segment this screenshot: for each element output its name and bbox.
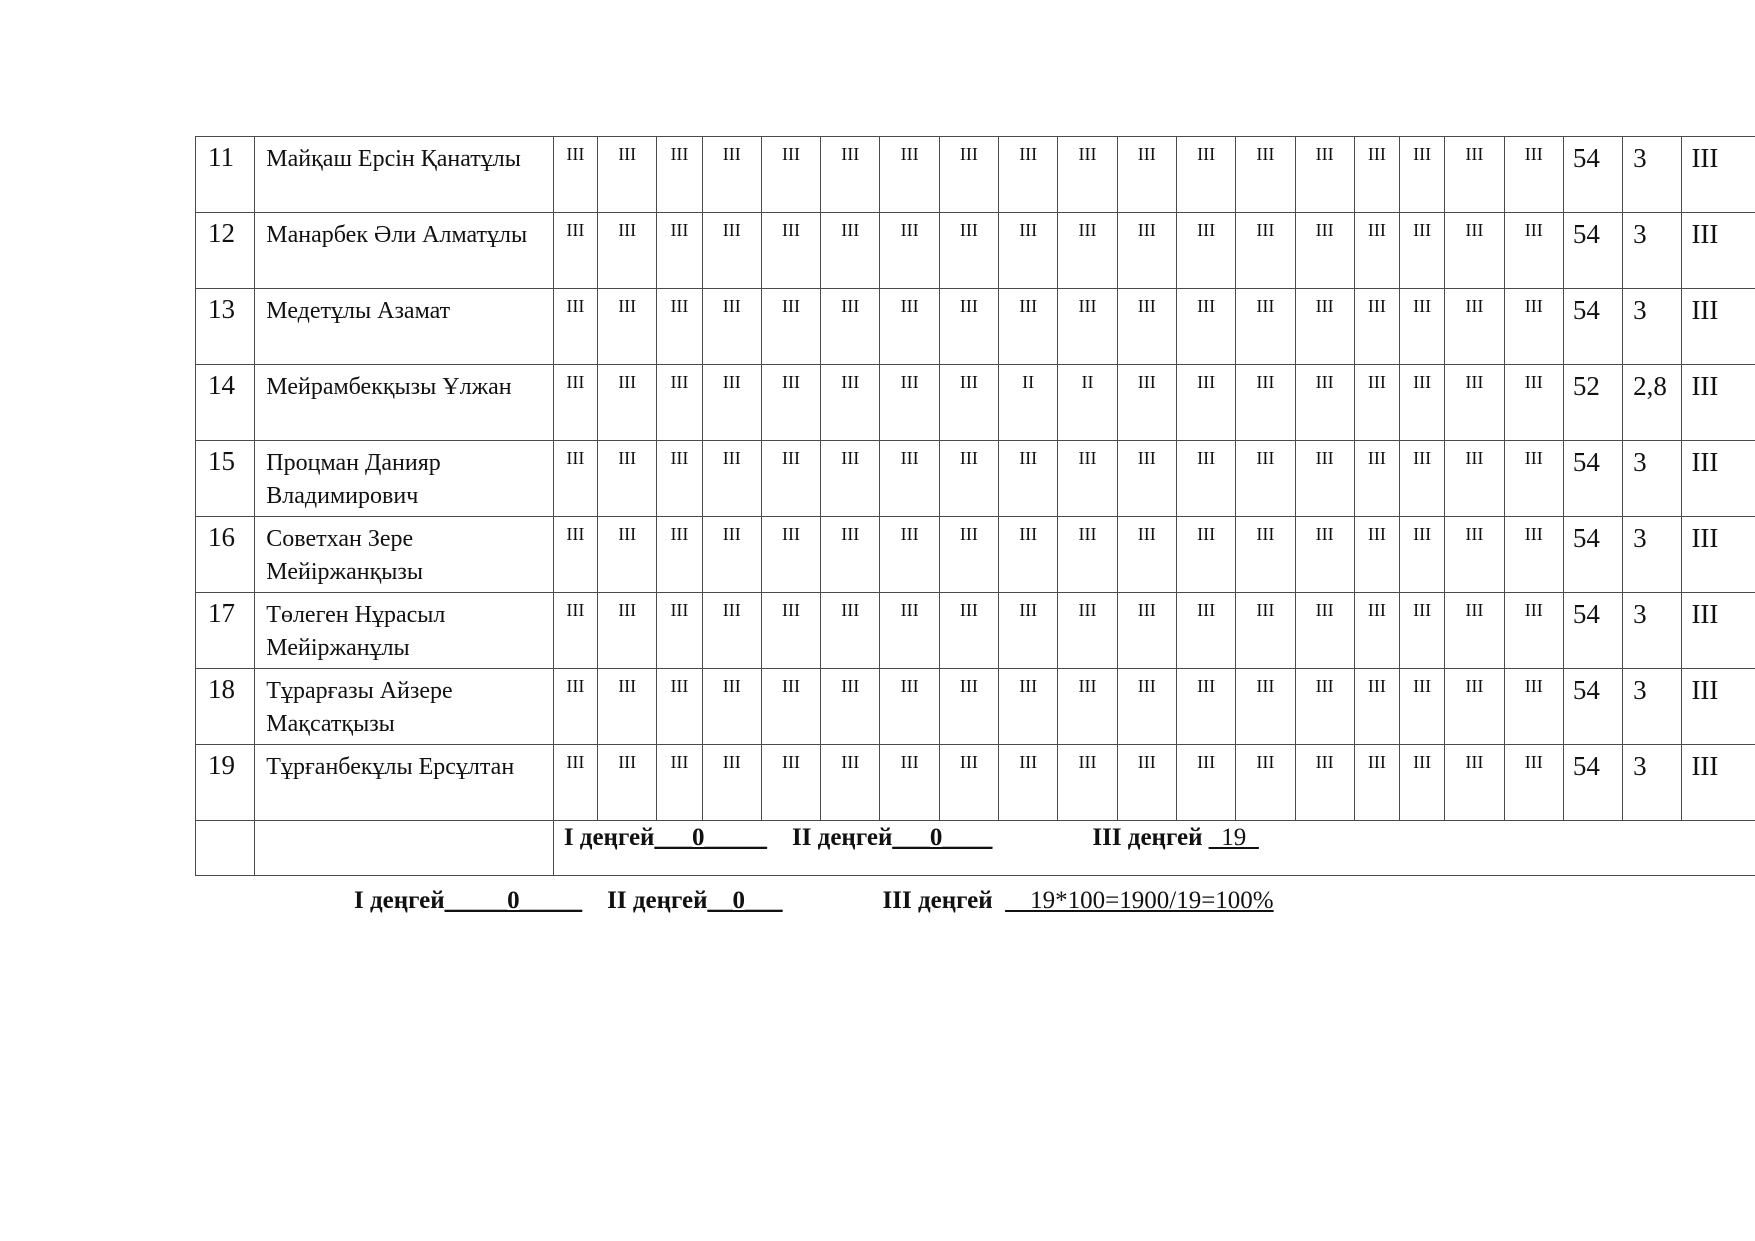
criterion-level-cell: III — [1354, 745, 1399, 821]
summary-levels-cell — [553, 821, 1755, 876]
criterion-level-cell: III — [1354, 593, 1399, 669]
criterion-level-cell: III — [880, 745, 939, 821]
criterion-level-cell: III — [598, 441, 657, 517]
student-name: Майқаш Ерсін Қанатұлы — [255, 137, 554, 213]
criterion-level-cell: III — [1504, 593, 1563, 669]
criterion-level-cell: III — [657, 593, 702, 669]
criterion-level-cell: III — [1176, 517, 1235, 593]
criterion-level-cell: III — [553, 289, 597, 365]
criterion-level-cell: III — [1236, 517, 1295, 593]
final-level: III — [1682, 213, 1755, 289]
final-level: III — [1682, 517, 1755, 593]
table-row — [196, 289, 1755, 365]
criterion-level-cell: III — [1504, 137, 1563, 213]
criterion-level-cell: III — [939, 593, 998, 669]
criterion-level-cell: III — [821, 441, 880, 517]
criterion-level-cell: III — [939, 517, 998, 593]
criterion-level-cell: III — [1295, 745, 1354, 821]
footer-level3-value: __19*100=1900/19=100% — [1005, 887, 1274, 914]
criterion-level-cell: III — [821, 137, 880, 213]
row-number: 16 — [196, 517, 255, 593]
footer-level3-label: III деңгей — [882, 887, 993, 914]
criterion-level-cell: III — [1295, 517, 1354, 593]
criterion-level-cell: III — [657, 441, 702, 517]
criterion-level-cell: III — [1176, 745, 1235, 821]
criterion-level-cell: III — [598, 593, 657, 669]
summary-blank-cell — [196, 821, 255, 876]
criterion-level-cell: III — [999, 745, 1058, 821]
criterion-level-cell: III — [702, 441, 761, 517]
criterion-level-cell: III — [1400, 289, 1445, 365]
criterion-level-cell: III — [761, 289, 820, 365]
criterion-level-cell: III — [1176, 213, 1235, 289]
criterion-level-cell: III — [1400, 593, 1445, 669]
criterion-level-cell: III — [1295, 441, 1354, 517]
criterion-level-cell: III — [761, 745, 820, 821]
criterion-level-cell: III — [702, 137, 761, 213]
criterion-level-cell: III — [1400, 365, 1445, 441]
average-score: 3 — [1623, 137, 1682, 213]
table-row — [196, 441, 1755, 517]
criterion-level-cell: III — [702, 745, 761, 821]
footer-level1-label: I деңгей — [354, 887, 445, 914]
criterion-level-cell: III — [1236, 137, 1295, 213]
criterion-level-cell: III — [1117, 213, 1176, 289]
criterion-level-cell: III — [702, 517, 761, 593]
criterion-level-cell: III — [1354, 137, 1399, 213]
final-level: III — [1682, 593, 1755, 669]
criterion-level-cell: III — [1445, 441, 1504, 517]
criterion-level-cell: III — [1236, 441, 1295, 517]
student-name: Тұрарғазы Айзере Мақсатқызы — [255, 669, 554, 745]
criterion-level-cell: III — [880, 669, 939, 745]
criterion-level-cell: III — [1504, 441, 1563, 517]
final-level: III — [1682, 745, 1755, 821]
footer-level1-value: _____0_____ — [444, 887, 583, 914]
average-score: 3 — [1623, 745, 1682, 821]
criterion-level-cell: III — [1400, 441, 1445, 517]
final-level: III — [1682, 365, 1755, 441]
criterion-level-cell: III — [702, 593, 761, 669]
criterion-level-cell: III — [880, 593, 939, 669]
criterion-level-cell: III — [1117, 441, 1176, 517]
criterion-level-cell: III — [1400, 137, 1445, 213]
criterion-level-cell: III — [1176, 137, 1235, 213]
criterion-level-cell: III — [761, 137, 820, 213]
total-score: 54 — [1563, 137, 1622, 213]
table-row — [196, 137, 1755, 213]
criterion-level-cell: III — [1058, 289, 1117, 365]
criterion-level-cell: III — [1445, 137, 1504, 213]
criterion-level-cell: III — [1400, 669, 1445, 745]
criterion-level-cell: III — [821, 593, 880, 669]
footer-summary — [354, 887, 1274, 915]
criterion-level-cell: III — [1445, 365, 1504, 441]
criterion-level-cell: III — [553, 669, 597, 745]
criterion-level-cell: III — [939, 289, 998, 365]
criterion-level-cell: III — [1354, 289, 1399, 365]
criterion-level-cell: III — [1236, 365, 1295, 441]
criterion-level-cell: III — [1295, 289, 1354, 365]
criterion-level-cell: III — [1295, 365, 1354, 441]
summary-level3-value: _19_ — [1208, 824, 1259, 851]
row-number: 14 — [196, 365, 255, 441]
criterion-level-cell: III — [761, 669, 820, 745]
criterion-level-cell: III — [598, 213, 657, 289]
criterion-level-cell: III — [821, 745, 880, 821]
criterion-level-cell: III — [598, 517, 657, 593]
criterion-level-cell: III — [1058, 213, 1117, 289]
summary-level1-value: ___0_____ — [654, 824, 767, 851]
criterion-level-cell: III — [553, 517, 597, 593]
criterion-level-cell: III — [761, 441, 820, 517]
criterion-level-cell: III — [1236, 289, 1295, 365]
criterion-level-cell: III — [999, 517, 1058, 593]
criterion-level-cell: III — [553, 365, 597, 441]
row-number: 19 — [196, 745, 255, 821]
total-score: 54 — [1563, 441, 1622, 517]
criterion-level-cell: III — [1236, 669, 1295, 745]
table-row — [196, 593, 1755, 669]
criterion-level-cell: III — [657, 669, 702, 745]
criterion-level-cell: III — [880, 289, 939, 365]
criterion-level-cell: III — [1445, 517, 1504, 593]
row-number: 17 — [196, 593, 255, 669]
criterion-level-cell: III — [702, 669, 761, 745]
criterion-level-cell: III — [553, 213, 597, 289]
criterion-level-cell: III — [1176, 593, 1235, 669]
criterion-level-cell: III — [1058, 593, 1117, 669]
criterion-level-cell: III — [702, 213, 761, 289]
criterion-level-cell: III — [999, 213, 1058, 289]
criterion-level-cell: III — [553, 593, 597, 669]
criterion-level-cell: III — [939, 365, 998, 441]
criterion-level-cell: II — [1058, 365, 1117, 441]
criterion-level-cell: III — [598, 365, 657, 441]
criterion-level-cell: III — [939, 137, 998, 213]
final-level: III — [1682, 441, 1755, 517]
criterion-level-cell: III — [1117, 289, 1176, 365]
criterion-level-cell: III — [1295, 213, 1354, 289]
criterion-level-cell: III — [1504, 517, 1563, 593]
criterion-level-cell: III — [553, 441, 597, 517]
criterion-level-cell: III — [1117, 365, 1176, 441]
criterion-level-cell: III — [1504, 213, 1563, 289]
criterion-level-cell: III — [657, 213, 702, 289]
criterion-level-cell: III — [1058, 517, 1117, 593]
criterion-level-cell: III — [1445, 669, 1504, 745]
student-name: Советхан Зере Мейіржанқызы — [255, 517, 554, 593]
row-number: 11 — [196, 137, 255, 213]
criterion-level-cell: III — [880, 517, 939, 593]
criterion-level-cell: III — [761, 517, 820, 593]
criterion-level-cell: III — [999, 669, 1058, 745]
criterion-level-cell: III — [761, 593, 820, 669]
criterion-level-cell: III — [1445, 213, 1504, 289]
criterion-level-cell: III — [553, 745, 597, 821]
average-score: 3 — [1623, 593, 1682, 669]
criterion-level-cell: III — [1236, 593, 1295, 669]
criterion-level-cell: III — [761, 213, 820, 289]
summary-blank-cell — [255, 821, 554, 876]
criterion-level-cell: III — [761, 365, 820, 441]
criterion-level-cell: III — [880, 137, 939, 213]
criterion-level-cell: III — [939, 441, 998, 517]
student-name: Тұрғанбекұлы Ерсұлтан — [255, 745, 554, 821]
criterion-level-cell: III — [821, 669, 880, 745]
criterion-level-cell: III — [1058, 745, 1117, 821]
criterion-level-cell: III — [1504, 289, 1563, 365]
summary-level1-label: I деңгей — [563, 824, 655, 851]
total-score: 54 — [1563, 593, 1622, 669]
criterion-level-cell: III — [821, 289, 880, 365]
table-row — [196, 517, 1755, 593]
total-score: 54 — [1563, 289, 1622, 365]
criterion-level-cell: III — [1295, 593, 1354, 669]
table-row — [196, 745, 1755, 821]
criterion-level-cell: III — [1400, 745, 1445, 821]
student-name: Манарбек Әли Алматұлы — [255, 213, 554, 289]
results-table — [195, 136, 1755, 876]
final-level: III — [1682, 669, 1755, 745]
criterion-level-cell: III — [880, 213, 939, 289]
criterion-level-cell: III — [999, 593, 1058, 669]
criterion-level-cell: III — [1236, 745, 1295, 821]
total-score: 52 — [1563, 365, 1622, 441]
criterion-level-cell: III — [598, 745, 657, 821]
criterion-level-cell: III — [999, 289, 1058, 365]
row-number: 18 — [196, 669, 255, 745]
criterion-level-cell: III — [1445, 289, 1504, 365]
criterion-level-cell: III — [1117, 593, 1176, 669]
average-score: 2,8 — [1623, 365, 1682, 441]
row-number: 13 — [196, 289, 255, 365]
final-level: III — [1682, 137, 1755, 213]
criterion-level-cell: III — [1176, 669, 1235, 745]
criterion-level-cell: III — [1236, 213, 1295, 289]
criterion-level-cell: III — [1504, 745, 1563, 821]
criterion-level-cell: III — [939, 669, 998, 745]
criterion-level-cell: III — [1176, 365, 1235, 441]
criterion-level-cell: III — [598, 669, 657, 745]
table-row — [196, 365, 1755, 441]
criterion-level-cell: III — [1354, 213, 1399, 289]
criterion-level-cell: III — [1504, 669, 1563, 745]
criterion-level-cell: III — [1354, 517, 1399, 593]
student-name: Төлеген Нұрасыл Мейіржанұлы — [255, 593, 554, 669]
final-level: III — [1682, 289, 1755, 365]
criterion-level-cell: III — [999, 441, 1058, 517]
criterion-level-cell: III — [1445, 745, 1504, 821]
total-score: 54 — [1563, 213, 1622, 289]
row-number: 15 — [196, 441, 255, 517]
criterion-level-cell: III — [1504, 365, 1563, 441]
criterion-level-cell: III — [1058, 669, 1117, 745]
criterion-level-cell: III — [1354, 441, 1399, 517]
average-score: 3 — [1623, 669, 1682, 745]
criterion-level-cell: III — [702, 365, 761, 441]
total-score: 54 — [1563, 745, 1622, 821]
criterion-level-cell: II — [999, 365, 1058, 441]
criterion-level-cell: III — [821, 517, 880, 593]
criterion-level-cell: III — [1445, 593, 1504, 669]
criterion-level-cell: III — [1176, 441, 1235, 517]
average-score: 3 — [1623, 289, 1682, 365]
criterion-level-cell: III — [702, 289, 761, 365]
criterion-level-cell: III — [880, 441, 939, 517]
criterion-level-cell: III — [1058, 441, 1117, 517]
student-name: Процман Данияр Владимирович — [255, 441, 554, 517]
criterion-level-cell: III — [821, 213, 880, 289]
criterion-level-cell: III — [1295, 669, 1354, 745]
row-number: 12 — [196, 213, 255, 289]
criterion-level-cell: III — [553, 137, 597, 213]
criterion-level-cell: III — [1117, 517, 1176, 593]
criterion-level-cell: III — [657, 745, 702, 821]
footer-level2-label: II деңгей — [607, 887, 708, 914]
total-score: 54 — [1563, 517, 1622, 593]
criterion-level-cell: III — [1354, 669, 1399, 745]
table-row — [196, 669, 1755, 745]
summary-level2-label: II деңгей — [791, 824, 893, 851]
summary-level3-label: III деңгей — [1092, 824, 1203, 851]
criterion-level-cell: III — [598, 137, 657, 213]
criterion-level-cell: III — [598, 289, 657, 365]
average-score: 3 — [1623, 517, 1682, 593]
total-score: 54 — [1563, 669, 1622, 745]
criterion-level-cell: III — [821, 365, 880, 441]
criterion-level-cell: III — [1117, 669, 1176, 745]
student-name: Мейрамбекқызы Ұлжан — [255, 365, 554, 441]
average-score: 3 — [1623, 213, 1682, 289]
student-name: Медетұлы Азамат — [255, 289, 554, 365]
criterion-level-cell: III — [1400, 517, 1445, 593]
summary-level2-value: ___0____ — [892, 824, 993, 851]
average-score: 3 — [1623, 441, 1682, 517]
criterion-level-cell: III — [880, 365, 939, 441]
table-row — [196, 213, 1755, 289]
summary-row — [196, 821, 1755, 876]
criterion-level-cell: III — [1400, 213, 1445, 289]
criterion-level-cell: III — [1058, 137, 1117, 213]
criterion-level-cell: III — [939, 745, 998, 821]
footer-level2-value: __0___ — [707, 887, 783, 914]
criterion-level-cell: III — [1176, 289, 1235, 365]
criterion-level-cell: III — [657, 137, 702, 213]
criterion-level-cell: III — [939, 213, 998, 289]
criterion-level-cell: III — [657, 289, 702, 365]
criterion-level-cell: III — [1117, 745, 1176, 821]
criterion-level-cell: III — [1295, 137, 1354, 213]
criterion-level-cell: III — [999, 137, 1058, 213]
criterion-level-cell: III — [657, 517, 702, 593]
criterion-level-cell: III — [657, 365, 702, 441]
criterion-level-cell: III — [1354, 365, 1399, 441]
criterion-level-cell: III — [1117, 137, 1176, 213]
